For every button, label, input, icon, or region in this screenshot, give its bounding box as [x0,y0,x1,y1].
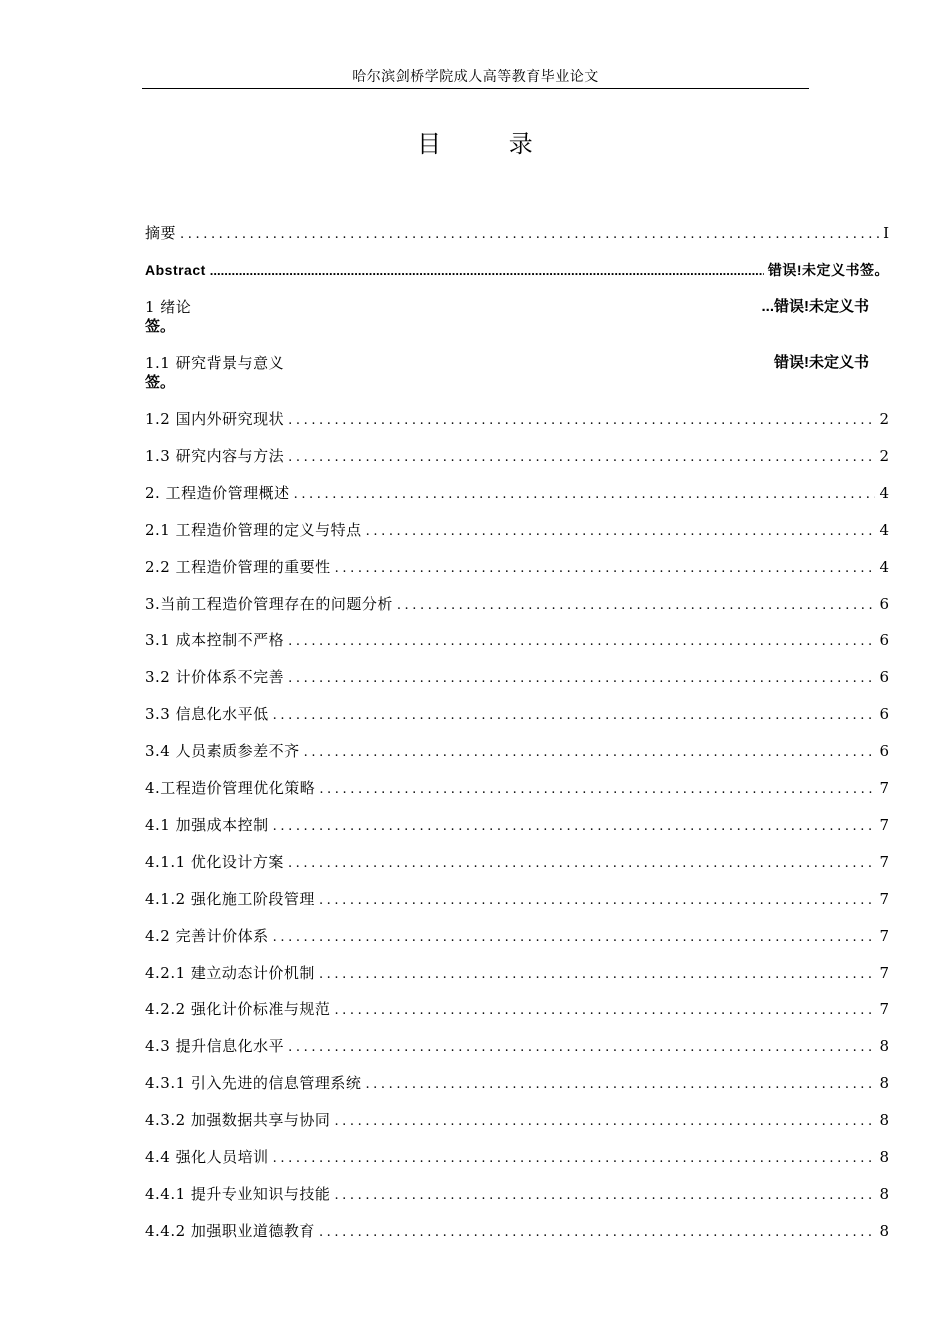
toc-entry-page: 7 [879,1000,889,1019]
toc-entry-page: 7 [879,889,889,908]
toc-entry[interactable] [145,853,889,873]
toc-entry-page: 8 [879,1221,889,1240]
toc-entry[interactable] [145,816,889,836]
dot-leader [288,412,875,430]
toc-entry-label: 4.1 加强成本控制 [145,815,269,834]
toc-entry-label: 4.4.1 提升专业知识与技能 [145,1184,331,1203]
dot-leader [210,262,764,280]
dot-leader [180,226,879,244]
toc-entry-page: 8 [879,1074,889,1093]
dot-leader [273,707,876,725]
toc-entry-page: 2 [879,410,889,428]
dot-leader [334,1002,875,1020]
toc-entry-label: 2.1 工程造价管理的定义与特点 [145,520,362,539]
dot-leader [294,486,876,504]
toc-entry[interactable] [145,1148,889,1168]
page-header: 哈尔滨剑桥学院成人高等教育毕业论文 [352,69,599,85]
dot-leader [273,818,876,836]
toc-entry-label: 4.2.2 强化计价标准与规范 [145,1000,331,1019]
toc-entry[interactable] [145,447,889,467]
toc-entry[interactable] [145,742,889,762]
toc-entry[interactable] [145,1037,889,1057]
toc-entry-page: 4 [879,557,889,576]
toc-entry-page: 7 [879,926,889,945]
toc-entry-label: 1.1 研究背景与意义 [145,354,285,372]
dot-leader [273,929,876,947]
toc-entry-label: 4.工程造价管理优化策略 [145,779,316,797]
toc-entry[interactable] [145,1074,889,1094]
toc-entry-page: 4 [879,520,889,539]
dot-leader [288,855,876,873]
toc-entry[interactable] [145,1185,889,1205]
dot-leader [288,449,875,467]
toc-entry[interactable] [145,890,889,910]
dot-leader [319,966,876,984]
toc-entry-page: 错误!未定义书签。 [767,262,889,278]
toc-entry[interactable] [145,705,889,725]
toc-entry[interactable] [145,927,889,947]
dot-leader [366,523,876,541]
toc-entry-page: 8 [879,1037,889,1056]
dot-leader [319,1224,876,1242]
dot-leader [397,597,876,615]
header-rule [142,88,809,89]
toc-entry-label: 4.3.2 加强数据共享与协同 [145,1111,331,1130]
dot-leader [335,560,876,578]
toc-entry[interactable] [145,484,889,504]
toc-entry-label: 3.1 成本控制不严格 [145,631,285,650]
toc-entry[interactable] [145,595,889,615]
toc-entry-label: 3.当前工程造价管理存在的问题分析 [145,594,393,613]
toc-entry[interactable] [145,410,889,430]
dot-leader [334,1113,875,1131]
toc-entry[interactable] [145,1111,889,1131]
toc-entry-page: 6 [879,594,889,613]
toc-entry-label: 4.4.2 加强职业道德教育 [145,1221,315,1240]
toc-entry-error: 错误!未定义书 [774,354,869,371]
toc-entry-label: 摘要 [145,224,177,242]
dot-leader [273,1150,876,1168]
toc-entry[interactable] [145,668,889,688]
toc-entry-label: 3.2 计价体系不完善 [145,668,285,687]
dot-leader [334,1187,875,1205]
dot-leader [319,781,875,799]
toc-entry-abstract-cn[interactable] [145,224,889,244]
toc-entry-label: 2.2 工程造价管理的重要性 [145,557,331,576]
toc-entry-label: 4.3.1 引入先进的信息管理系统 [145,1074,362,1093]
toc-entry-label: 4.1.2 强化施工阶段管理 [145,889,315,908]
toc-entry[interactable] [145,631,889,651]
toc-entry-label: Abstract [145,262,206,278]
toc-entry-label: 1 绪论 [145,298,192,316]
toc-entry-page: 6 [879,705,889,724]
toc-entry-label: 1.3 研究内容与方法 [145,446,285,465]
toc-entry-page: 7 [879,963,889,982]
toc-entry-label: 1.2 国内外研究现状 [145,410,285,428]
dot-leader [319,892,876,910]
toc-entry-page: 6 [879,631,889,650]
toc-entry-page: 6 [879,742,889,761]
toc-entry-abstract-en[interactable] [145,261,889,280]
toc-title: 目 录 [417,130,563,158]
toc-entry-error-cont: 签。 [145,374,176,391]
dot-leader [304,744,876,762]
toc-entry-page: I [883,224,889,242]
toc-entry[interactable] [145,558,889,578]
dot-leader [288,670,875,688]
toc-entry-page: 7 [879,852,889,871]
toc-entry-label: 4.2 完善计价体系 [145,926,269,945]
toc-entry-page: 6 [879,668,889,687]
toc-entry-error: ...错误!未定义书 [761,298,869,315]
toc-entry-label: 4.1.1 优化设计方案 [145,852,284,871]
toc-entry-label: 3.3 信息化水平低 [145,705,269,724]
dot-leader [288,1039,875,1057]
toc-entry-error-cont: 签。 [145,318,176,335]
toc-entry-label: 4.2.1 建立动态计价机制 [145,963,315,982]
toc-entry-page: 8 [879,1184,889,1203]
dot-leader [288,633,875,651]
toc-entry-label: 4.3 提升信息化水平 [145,1037,285,1056]
toc-entry-page: 7 [879,779,889,797]
dot-leader [365,1076,875,1094]
toc-entry[interactable] [145,521,889,541]
toc-entry[interactable] [145,1222,889,1242]
toc-entry-page: 8 [879,1111,889,1130]
toc-entry[interactable] [145,1000,889,1020]
toc-entry[interactable] [145,964,889,984]
toc-entry-page: 2 [879,446,889,465]
toc-entry-label: 2. 工程造价管理概述 [145,483,290,502]
toc-entry[interactable] [145,779,889,799]
toc-entry-page: 8 [879,1148,889,1166]
toc-entry-label: 4.4 强化人员培训 [145,1148,269,1166]
toc-entry-label: 3.4 人员素质参差不齐 [145,742,300,761]
toc-entry-page: 4 [879,483,889,502]
toc-entry-page: 7 [879,815,889,834]
